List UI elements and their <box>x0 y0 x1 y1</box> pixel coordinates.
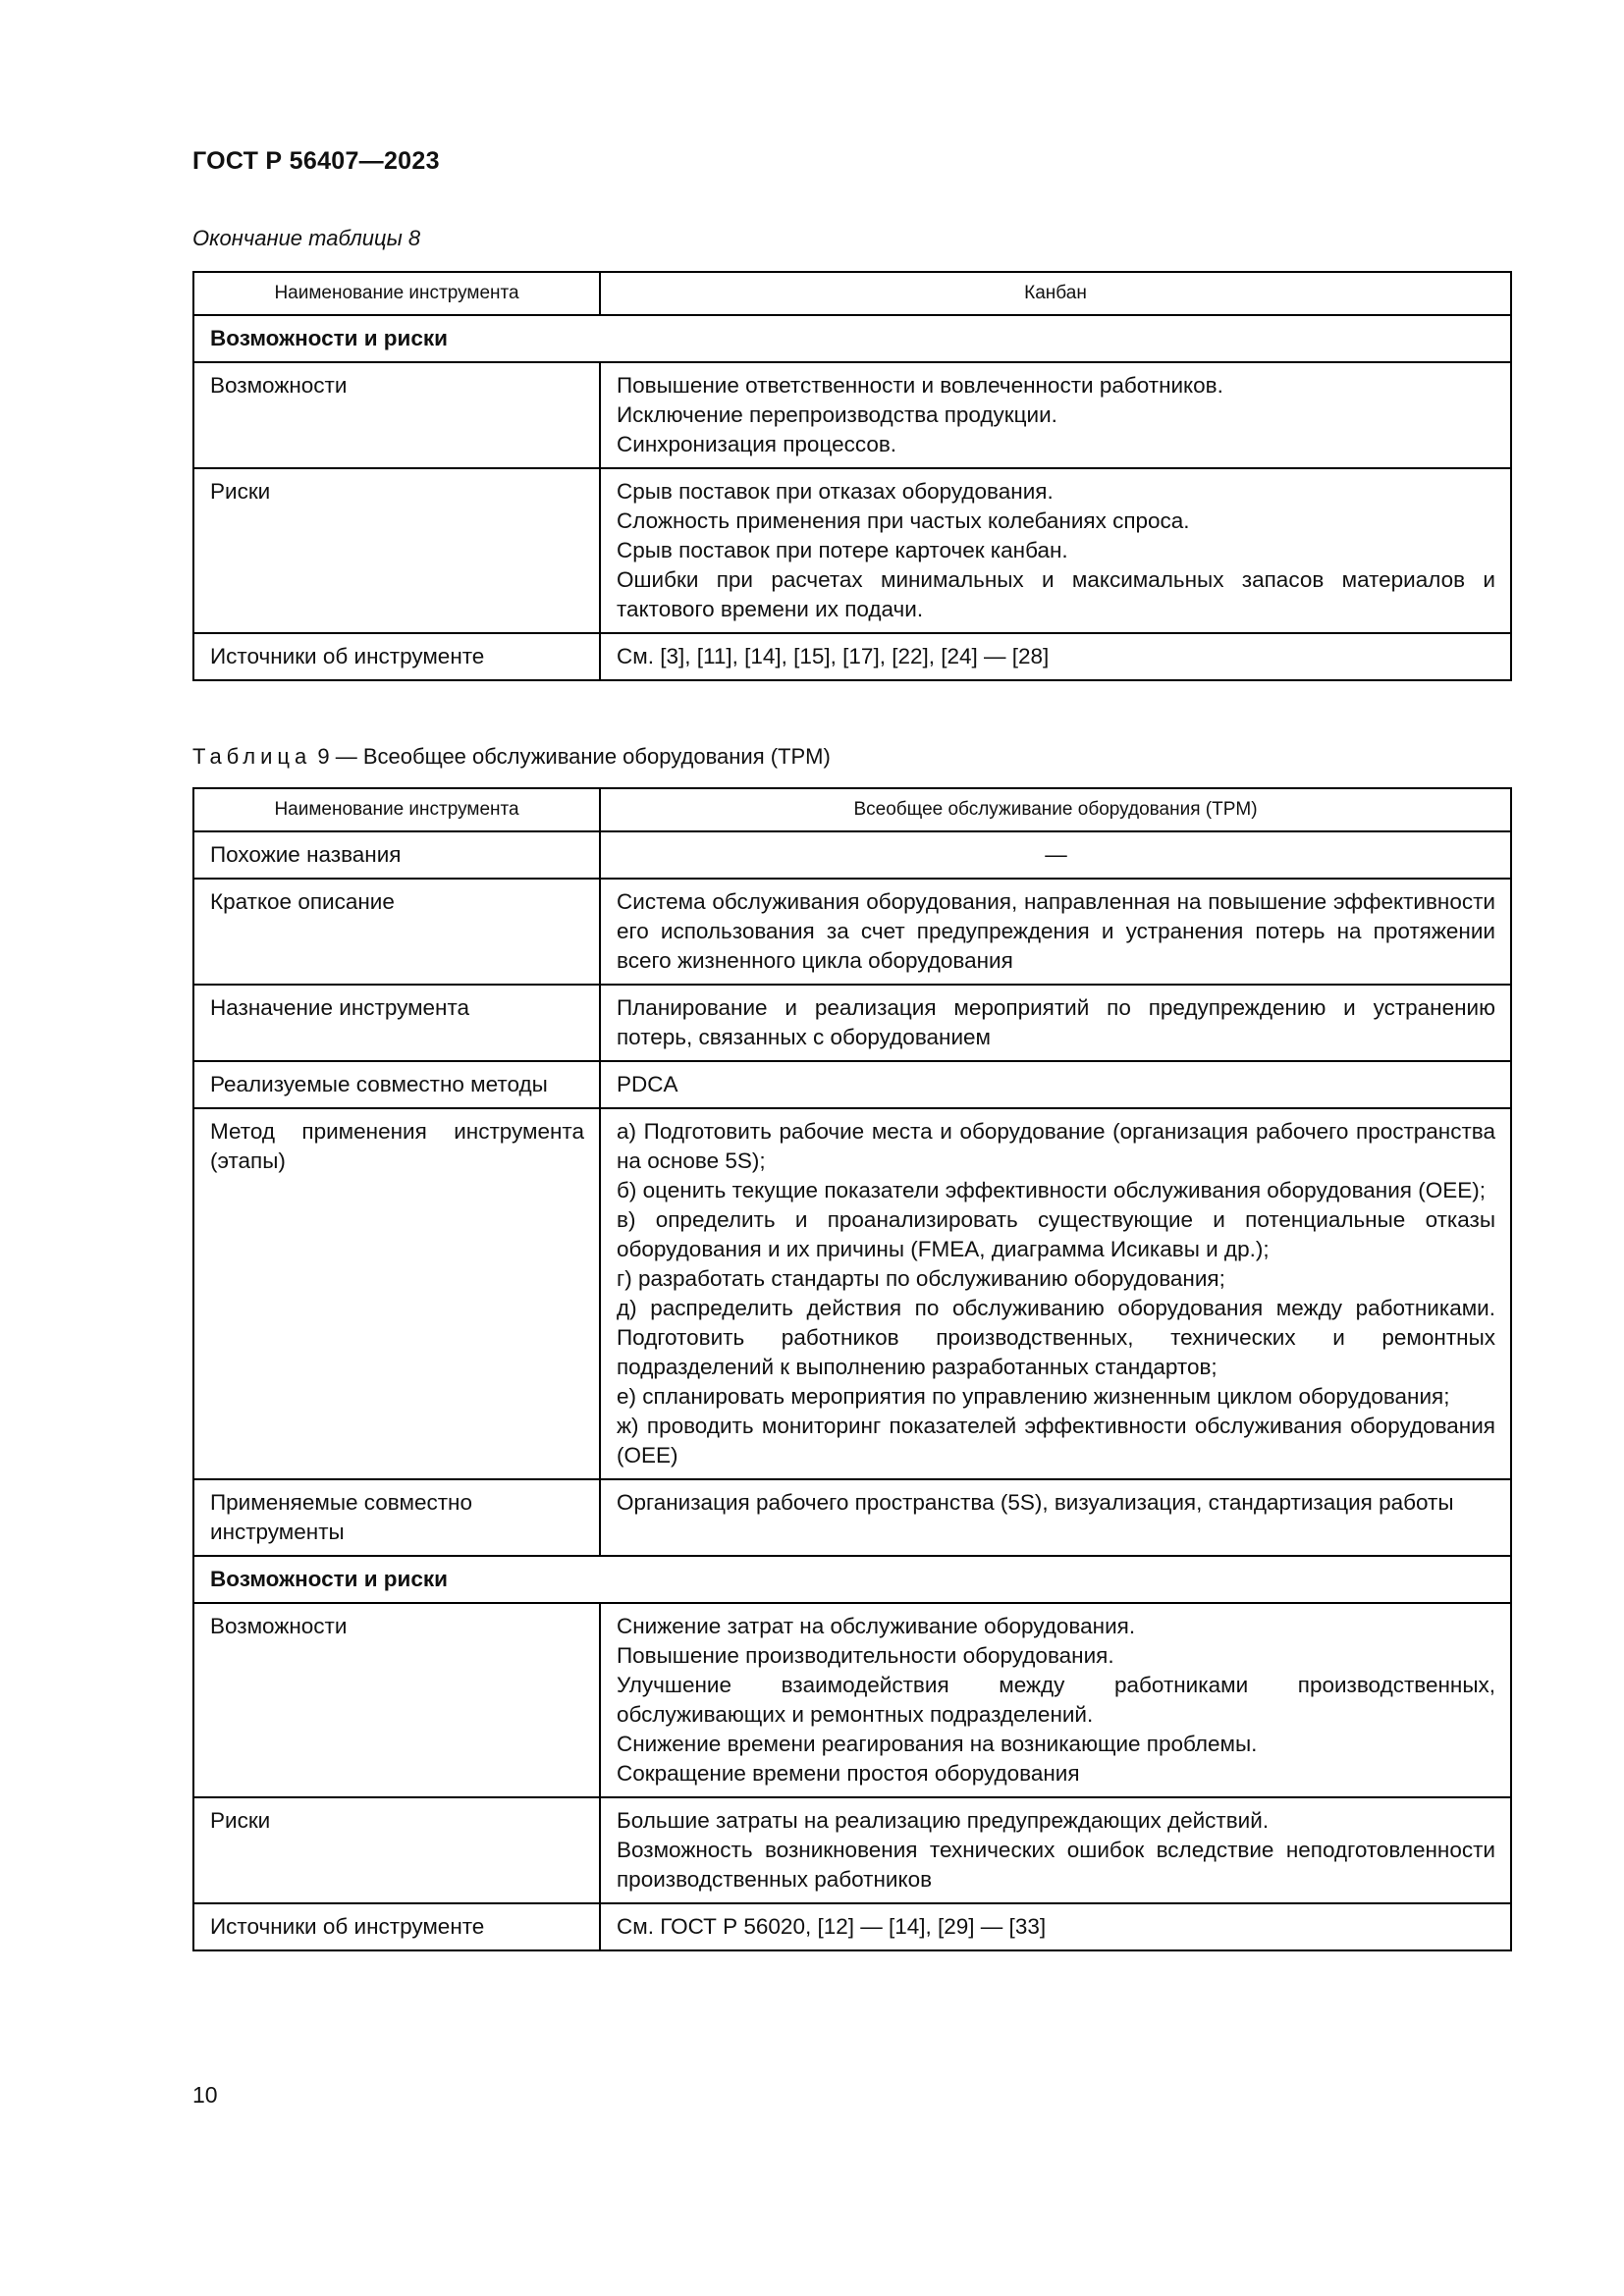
step-line: в) определить и проанализировать существующие и потенциальные отказы оборудования и их причины (FMEA, диаграмма Исикавы и др.); <box>617 1207 1495 1261</box>
table9-caption <box>192 744 831 770</box>
text-line: Срыв поставок при потере карточек канбан. <box>617 538 1068 562</box>
step-line: б) оценить текущие показатели эффективности обслуживания оборудования (OEE); <box>617 1178 1486 1202</box>
header-cell-tool-name: Наименование инструмента <box>193 788 600 831</box>
row-value: Система обслуживания оборудования, направленная на повышение эффективности его использования за счет предупреждения и устранения потерь на протяжении всего жизненного цикла оборудования <box>600 879 1511 985</box>
table9-caption-title: 9 — Всеобщее обслуживание оборудования (TPM) <box>317 744 831 769</box>
row-value: PDCA <box>600 1061 1511 1108</box>
table8-caption: Окончание таблицы 8 <box>192 226 421 250</box>
table-row <box>193 831 1511 879</box>
text-line: Повышение ответственности и вовлеченности работников. <box>617 373 1223 398</box>
text-line: Возможность возникновения технических ошибок вследствие неподготовленности производственных работников <box>617 1838 1495 1892</box>
table-row <box>193 1108 1511 1479</box>
row-value: Организация рабочего пространства (5S), визуализация, стандартизация работы <box>600 1479 1511 1556</box>
header-cell-tool-value: Канбан <box>600 272 1511 315</box>
header-cell-tool-name: Наименование инструмента <box>193 272 600 315</box>
row-label: Возможности <box>193 1603 600 1797</box>
text-line: Повышение производительности оборудования. <box>617 1643 1114 1668</box>
table-row <box>193 1797 1511 1903</box>
text-line: Снижение времени реагирования на возникающие проблемы. <box>617 1732 1258 1756</box>
step-line: а) Подготовить рабочие места и оборудование (организация рабочего пространства на основе 5S); <box>617 1119 1495 1173</box>
text-line: См. [3], [11], [14], [15], [17], [22], [24] — [28] <box>617 644 1050 668</box>
row-label: Возможности <box>193 362 600 468</box>
text-line: Сложность применения при частых колебаниях спроса. <box>617 508 1190 533</box>
section-title: Возможности и риски <box>193 315 1511 362</box>
text-line: Синхронизация процессов. <box>617 432 897 456</box>
table-row <box>193 1061 1511 1108</box>
step-line: д) распределить действия по обслуживанию оборудования между работниками. Подготовить работников производственных, технических и ремонтных подразделений к выполнению разработанных стандартов; <box>617 1296 1495 1379</box>
row-value <box>600 1903 1511 1950</box>
row-label: Источники об инструменте <box>193 633 600 680</box>
text-line: Большие затраты на реализацию предупреждающих действий. <box>617 1808 1270 1833</box>
table-row <box>193 468 1511 633</box>
table-row <box>193 1903 1511 1950</box>
page-number: 10 <box>192 2082 218 2108</box>
table-row <box>193 985 1511 1061</box>
step-line: ж) проводить мониторинг показателей эффективности обслуживания оборудования (OEE) <box>617 1414 1495 1468</box>
row-label: Метод применения инструмента (этапы) <box>193 1108 600 1479</box>
row-label: Применяемые совместно инструменты <box>193 1479 600 1556</box>
row-value <box>600 1603 1511 1797</box>
row-value <box>600 1108 1511 1479</box>
row-value <box>600 1797 1511 1903</box>
text-line: Сокращение времени простоя оборудования <box>617 1761 1080 1786</box>
table-row <box>193 1603 1511 1797</box>
text-line: Срыв поставок при отказах оборудования. <box>617 479 1054 504</box>
text-line: Исключение перепроизводства продукции. <box>617 402 1057 427</box>
step-line: г) разработать стандарты по обслуживанию оборудования; <box>617 1266 1225 1291</box>
row-label: Краткое описание <box>193 879 600 985</box>
section-row <box>193 1556 1511 1603</box>
row-label: Риски <box>193 1797 600 1903</box>
section-row <box>193 315 1511 362</box>
header-cell-tool-value: Всеобщее обслуживание оборудования (TPM) <box>600 788 1511 831</box>
row-label: Источники об инструменте <box>193 1903 600 1950</box>
row-value <box>600 362 1511 468</box>
table-row <box>193 633 1511 680</box>
table-9 <box>192 787 1512 1951</box>
text-line: Ошибки при расчетах минимальных и максимальных запасов материалов и тактового времени их подачи. <box>617 567 1495 621</box>
section-title: Возможности и риски <box>193 1556 1511 1603</box>
document-code: ГОСТ Р 56407—2023 <box>192 147 440 175</box>
row-value: Планирование и реализация мероприятий по предупреждению и устранению потерь, связанных с оборудованием <box>600 985 1511 1061</box>
text-line: Снижение затрат на обслуживание оборудования. <box>617 1614 1136 1638</box>
row-label: Назначение инструмента <box>193 985 600 1061</box>
text-line: См. ГОСТ Р 56020, [12] — [14], [29] — [33] <box>617 1914 1047 1939</box>
table-row <box>193 1479 1511 1556</box>
table-row <box>193 362 1511 468</box>
text-line: Улучшение взаимодействия между работниками производственных, обслуживающих и ремонтных подразделений. <box>617 1673 1495 1727</box>
table-header-row <box>193 788 1511 831</box>
row-value: — <box>600 831 1511 879</box>
row-label: Реализуемые совместно методы <box>193 1061 600 1108</box>
table-header-row <box>193 272 1511 315</box>
table-8 <box>192 271 1512 681</box>
row-label: Похожие названия <box>193 831 600 879</box>
row-label: Риски <box>193 468 600 633</box>
row-value <box>600 468 1511 633</box>
table9-caption-word: Таблица <box>192 744 312 769</box>
step-line: е) спланировать мероприятия по управлению жизненным циклом оборудования; <box>617 1384 1450 1409</box>
table-row <box>193 879 1511 985</box>
row-value <box>600 633 1511 680</box>
